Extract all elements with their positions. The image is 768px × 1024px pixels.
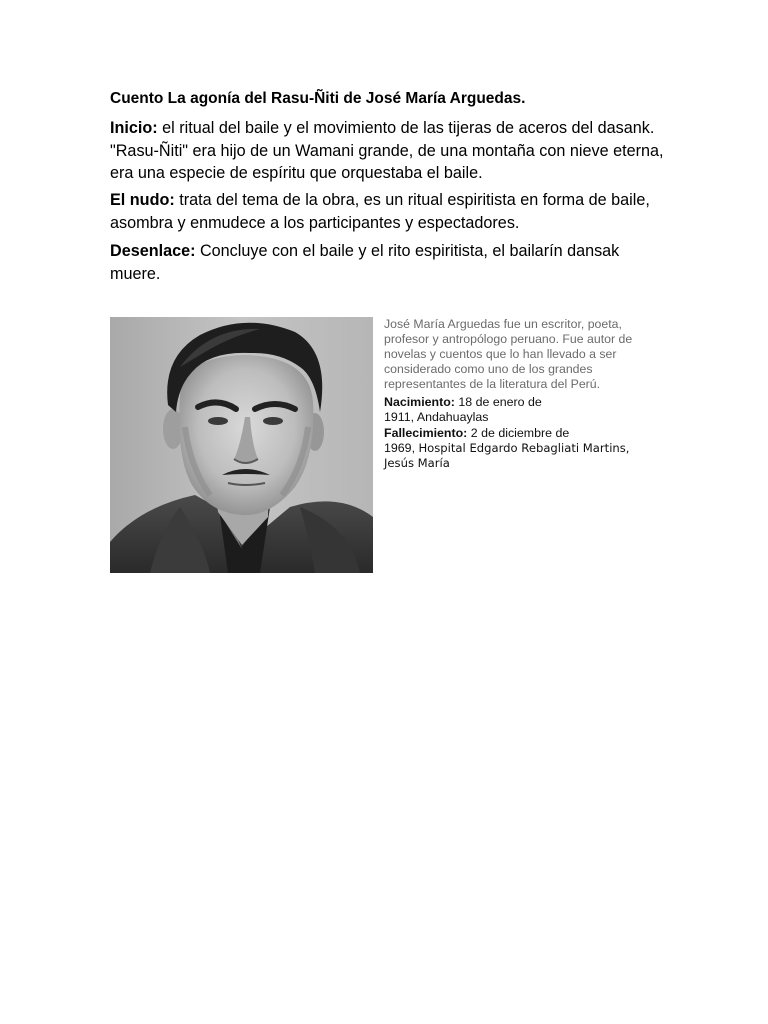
author-facts [384,395,669,471]
death-line-2 [384,441,669,456]
document-title: Cuento La agonía del Rasu-Ñiti de José María Arguedas. [110,90,526,107]
death-year: 1969, [384,440,419,455]
death-place: Hospital Edgardo Rebagliati Martins, [418,440,630,455]
section-label: Desenlace: [110,242,196,260]
author-bio: José María Arguedas fue un escritor, poeta, profesor y antropólogo peruano. Fue autor de novelas y cuentos que lo han llevado a ser considerado como uno de los grandes representantes de la literatura del Perú. [384,317,633,391]
section-label: El nudo: [110,191,175,209]
section-inicio [110,117,670,185]
death-label: Fallecimiento: [384,425,468,440]
author-portrait-photo [110,317,373,573]
section-nudo [110,189,670,234]
section-desenlace [110,240,670,285]
death-line-3: Jesús María [384,456,450,471]
section-label: Inicio: [110,119,158,137]
section-text: trata del tema de la obra, es un ritual espiritista en forma de baile, asombra y enmudece a los participantes y espectadores. [110,191,650,232]
birth-label: Nacimiento: [384,395,455,409]
death-date: 2 de diciembre de [467,425,570,440]
birth-date: 18 de enero de [454,395,542,409]
birth-line-2: 1911, Andahuaylas [384,410,489,425]
section-text: Concluye con el baile y el rito espiritista, el bailarín dansak muere. [110,242,620,283]
death-line-1 [384,426,669,441]
section-text: el ritual del baile y el movimiento de las tijeras de aceros del dasank. "Rasu-Ñiti" era hijo de un Wamani grande, de una montaña con nieve eterna, era una especie de espíritu que orquestaba el baile. [110,119,664,182]
birth-line-1 [384,395,669,410]
